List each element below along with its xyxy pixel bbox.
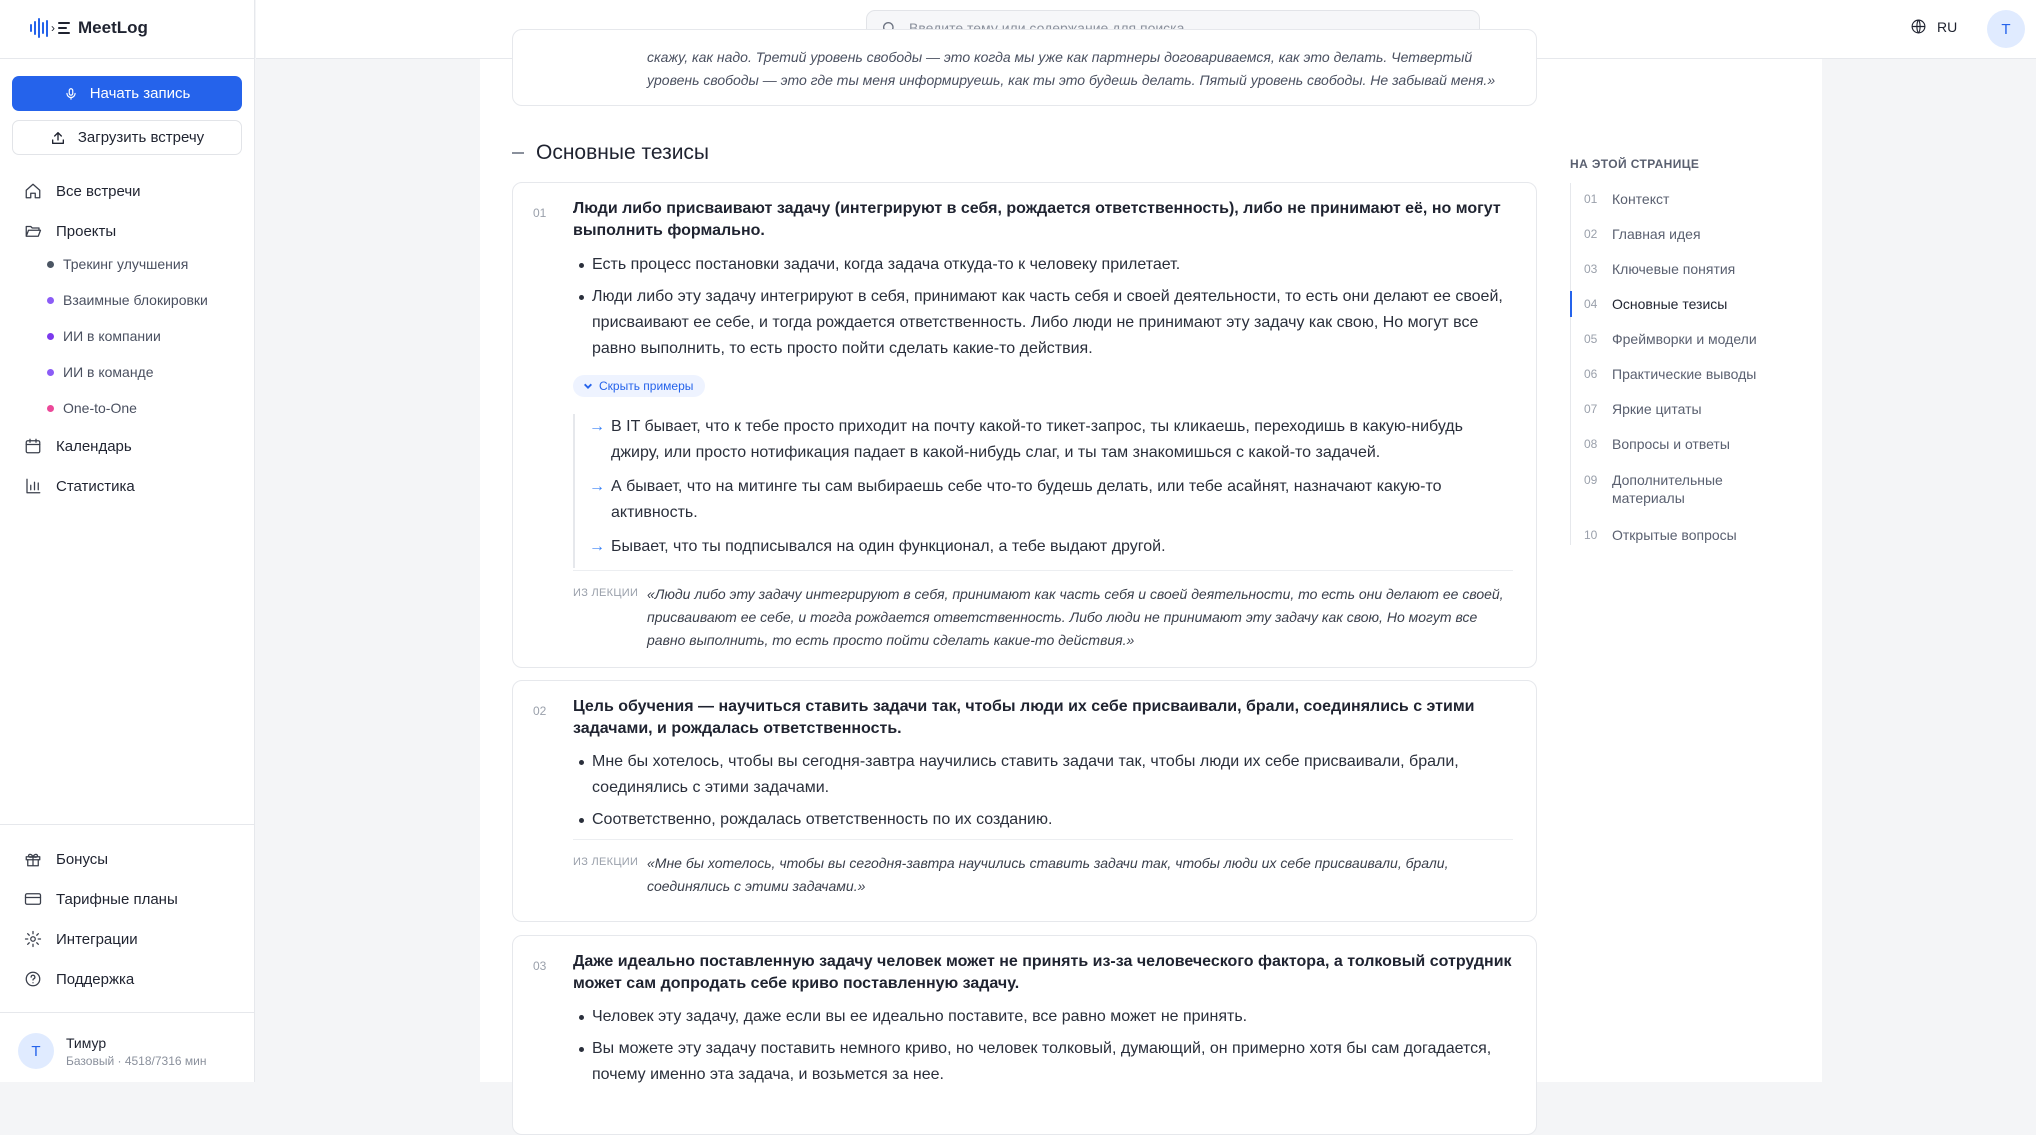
toc-label: Практические выводы bbox=[1612, 366, 1757, 382]
list-item bbox=[589, 534, 1513, 560]
list-item: Есть процесс постановки задачи, когда задача откуда-то к человеку прилетает. bbox=[573, 252, 1513, 278]
toc-label: Вопросы и ответы bbox=[1612, 436, 1730, 452]
thesis-bullets bbox=[573, 252, 1513, 368]
divider bbox=[0, 824, 255, 825]
quote-text: «Мне бы хотелось, чтобы вы сегодня-завтра научились ставить задачи так, чтобы люди их себе присваивали, брали, соединялись с этими задачами.» bbox=[647, 855, 1449, 894]
arrow-right-icon: → bbox=[589, 478, 605, 495]
divider bbox=[0, 1012, 255, 1013]
list-item: Вы можете эту задачу поставить немного криво, но человек толковый, думающий, он примерно хотя бы сам догадается, почему именно эта задача, и возьмется за нее. bbox=[573, 1036, 1513, 1088]
toc-number: 04 bbox=[1584, 297, 1598, 311]
project-item[interactable] bbox=[47, 362, 154, 382]
avatar: Т bbox=[18, 1033, 54, 1069]
nav-calendar[interactable] bbox=[24, 434, 132, 458]
list-item: Человек эту задачу, даже если вы ее идеально поставите, все равно может не принять. bbox=[573, 1004, 1513, 1030]
quote-label: ИЗ ЛЕКЦИИ bbox=[573, 587, 639, 599]
example-text: Бывает, что ты подписывался на один функционал, а тебе выдают другой. bbox=[611, 538, 1166, 555]
app-logo[interactable] bbox=[30, 16, 148, 40]
project-item-label: ИИ в команде bbox=[63, 364, 154, 380]
thesis-bullets bbox=[573, 749, 1513, 839]
nav-integrations-label: Интеграции bbox=[56, 930, 138, 948]
gear-icon bbox=[24, 930, 42, 948]
start-recording-button[interactable] bbox=[12, 76, 242, 111]
section-header[interactable] bbox=[512, 141, 709, 165]
project-item[interactable] bbox=[47, 254, 188, 274]
toc-item[interactable] bbox=[1570, 435, 1780, 453]
thesis-title: Даже идеально поставленную задачу человек может не принять из-за человеческого фактора, а толковый сотрудник может сам допродать себе криво поставленную задачу. bbox=[573, 953, 1512, 992]
hide-examples-button[interactable] bbox=[573, 375, 705, 397]
user-name: Тимур bbox=[66, 1034, 107, 1051]
toc-number: 09 bbox=[1584, 473, 1598, 487]
nav-statistics[interactable] bbox=[24, 474, 135, 498]
bar-chart-icon bbox=[24, 477, 42, 495]
toc-label: Ключевые понятия bbox=[1612, 261, 1736, 277]
list-item: Мне бы хотелось, чтобы вы сегодня-завтра научились ставить задачи так, чтобы люди их себе присваивали, брали, соединялись с этими задачами. bbox=[573, 749, 1513, 801]
waveform-icon: › bbox=[30, 16, 70, 40]
thesis-number: 01 bbox=[533, 206, 547, 220]
nav-projects[interactable] bbox=[24, 219, 116, 243]
toc-number: 02 bbox=[1584, 227, 1598, 241]
quote-text: «Люди либо эту задачу интегрируют в себя, принимают как часть себя и своей деятельности, то есть они делают ее своей, присваивают ее себе, и тогда рождается ответственность. Либо люди не принимают эту задачу как свою, Но могут все равно выполнить, то есть просто пойти сделать какие-то действия.» bbox=[647, 586, 1504, 648]
gift-icon bbox=[24, 850, 42, 868]
toc-number: 10 bbox=[1584, 528, 1598, 542]
nav-support-label: Поддержка bbox=[56, 970, 135, 988]
nav-all-meetings[interactable] bbox=[24, 179, 141, 203]
avatar[interactable]: Т bbox=[1987, 10, 2025, 48]
toc-label: Открытые вопросы bbox=[1612, 527, 1737, 543]
hide-examples-label: Скрыть примеры bbox=[599, 379, 694, 393]
project-color-dot bbox=[47, 297, 54, 304]
toc-item[interactable] bbox=[1570, 330, 1780, 348]
toc-item[interactable] bbox=[1570, 225, 1780, 243]
home-icon bbox=[24, 182, 42, 200]
thesis-title: Цель обучения — научиться ставить задачи так, чтобы люди их себе присваивали, брали, соединялись с этими задачами, и рождалась ответственность. bbox=[573, 698, 1475, 737]
credit-card-icon bbox=[24, 890, 42, 908]
toc-item[interactable] bbox=[1570, 471, 1780, 507]
project-item-label: One-to-One bbox=[63, 400, 137, 416]
toc-item[interactable] bbox=[1570, 190, 1780, 208]
nav-projects-label: Проекты bbox=[56, 222, 117, 240]
section-title: Основные тезисы bbox=[536, 141, 710, 164]
app-name: MeetLog bbox=[78, 18, 148, 37]
examples-list bbox=[573, 414, 1513, 568]
language-switcher[interactable] bbox=[1910, 18, 1957, 35]
upload-meeting-button[interactable] bbox=[12, 120, 242, 155]
quote-label: ИЗ ЛЕКЦИИ bbox=[573, 856, 639, 868]
list-item: Люди либо эту задачу интегрируют в себя, принимают как часть себя и своей деятельности, то есть они делают ее своей, присваивают ее себе, и тогда рождается ответственность. Либо люди не принимают эту задачу как свою, Но могут все равно выполнить, то есть просто пойти сделать какие-то действия. bbox=[573, 284, 1513, 362]
nav-plans-label: Тарифные планы bbox=[56, 890, 178, 908]
project-color-dot bbox=[47, 261, 54, 268]
globe-icon bbox=[1910, 18, 1927, 35]
thesis-bullets bbox=[573, 1004, 1513, 1094]
toc-number: 08 bbox=[1584, 437, 1598, 451]
list-item: Соответственно, рождалась ответственность по их созданию. bbox=[573, 807, 1513, 833]
quote-card bbox=[512, 29, 1537, 106]
arrow-right-icon: → bbox=[589, 538, 605, 555]
nav-calendar-label: Календарь bbox=[56, 437, 132, 455]
upload-icon bbox=[50, 130, 66, 146]
example-text: А бывает, что на митинге ты сам выбираешь себе что-то будешь делать, или тебе асайнят, назначают какую-то активность. bbox=[611, 478, 1442, 521]
nav-bonuses[interactable] bbox=[24, 847, 108, 871]
project-color-dot bbox=[47, 369, 54, 376]
toc-number: 07 bbox=[1584, 402, 1598, 416]
arrow-right-icon: → bbox=[589, 418, 605, 435]
nav-bonuses-label: Бонусы bbox=[56, 850, 109, 868]
microphone-icon bbox=[64, 87, 78, 101]
project-item[interactable] bbox=[47, 326, 161, 346]
thesis-title: Люди либо присваивают задачу (интегрируют в себя, рождается ответственность), либо не принимают её, но могут выполнить формально. bbox=[573, 200, 1501, 239]
toc-label: Контекст bbox=[1612, 191, 1670, 207]
toc-label: Дополнительные материалы bbox=[1612, 472, 1723, 506]
divider bbox=[0, 58, 255, 59]
divider bbox=[573, 570, 1513, 571]
user-profile[interactable] bbox=[18, 1033, 206, 1069]
collapse-icon bbox=[512, 152, 524, 154]
toc-item[interactable] bbox=[1570, 400, 1780, 418]
project-color-dot bbox=[47, 405, 54, 412]
nav-plans[interactable] bbox=[24, 887, 178, 911]
project-item-label: Трекинг улучшения bbox=[63, 256, 189, 272]
thesis-number: 03 bbox=[533, 959, 547, 973]
nav-integrations[interactable] bbox=[24, 927, 138, 951]
calendar-icon bbox=[24, 437, 42, 455]
toc-label: Главная идея bbox=[1612, 226, 1701, 242]
sidebar bbox=[0, 0, 255, 1082]
thesis-card bbox=[512, 935, 1537, 1135]
upload-meeting-label: Загрузить встречу bbox=[77, 129, 205, 146]
project-color-dot bbox=[47, 333, 54, 340]
main-content bbox=[480, 49, 1822, 1083]
toc-number: 01 bbox=[1584, 192, 1598, 206]
toc-item[interactable] bbox=[1570, 365, 1780, 383]
project-item[interactable] bbox=[47, 398, 137, 418]
toc-label: Фреймворки и модели bbox=[1612, 331, 1757, 347]
toc-number: 06 bbox=[1584, 367, 1598, 381]
toc-number: 05 bbox=[1584, 332, 1598, 346]
project-item-label: ИИ в компании bbox=[63, 328, 161, 344]
help-circle-icon bbox=[24, 970, 42, 988]
toc-item-active[interactable] bbox=[1570, 295, 1780, 313]
toc-number: 03 bbox=[1584, 262, 1598, 276]
thesis-card bbox=[512, 680, 1537, 922]
toc-label: Основные тезисы bbox=[1612, 296, 1728, 312]
language-label: RU bbox=[1937, 18, 1958, 35]
start-recording-label: Начать запись bbox=[89, 85, 191, 102]
example-text: В IT бывает, что к тебе просто приходит на почту какой-то тикет-запрос, ты кликаешь, переходишь в какую-нибудь джиру, или просто нотификация падает в какой-нибудь слаг, и ты там знакомишься с какой-то задачей. bbox=[611, 418, 1463, 461]
toc-item[interactable] bbox=[1570, 526, 1780, 544]
nav-support[interactable] bbox=[24, 967, 134, 991]
thesis-card bbox=[512, 182, 1537, 668]
divider bbox=[573, 839, 1513, 840]
toc-title: НА ЭТОЙ СТРАНИЦЕ bbox=[1570, 157, 1700, 171]
toc-item[interactable] bbox=[1570, 260, 1780, 278]
list-item bbox=[589, 474, 1513, 526]
nav-statistics-label: Статистика bbox=[56, 477, 135, 495]
toc-label: Яркие цитаты bbox=[1612, 401, 1702, 417]
list-item bbox=[589, 414, 1513, 466]
thesis-number: 02 bbox=[533, 704, 547, 718]
project-item-label: Взаимные блокировки bbox=[63, 292, 208, 308]
quote-text: скажу, как надо. Третий уровень свободы — это когда мы уже как партнеры договариваемся, как это делать. Четвертый уровень свободы — это где ты меня информируешь, как ты это будешь делать. Пятый уровень свободы. Не забывай меня.» bbox=[647, 49, 1496, 88]
chevron-down-icon bbox=[583, 381, 593, 391]
nav-all-meetings-label: Все встречи bbox=[56, 182, 141, 200]
user-plan: Базовый · 4518/7316 мин bbox=[66, 1053, 207, 1068]
project-item[interactable] bbox=[47, 290, 208, 310]
folder-open-icon bbox=[24, 222, 42, 240]
